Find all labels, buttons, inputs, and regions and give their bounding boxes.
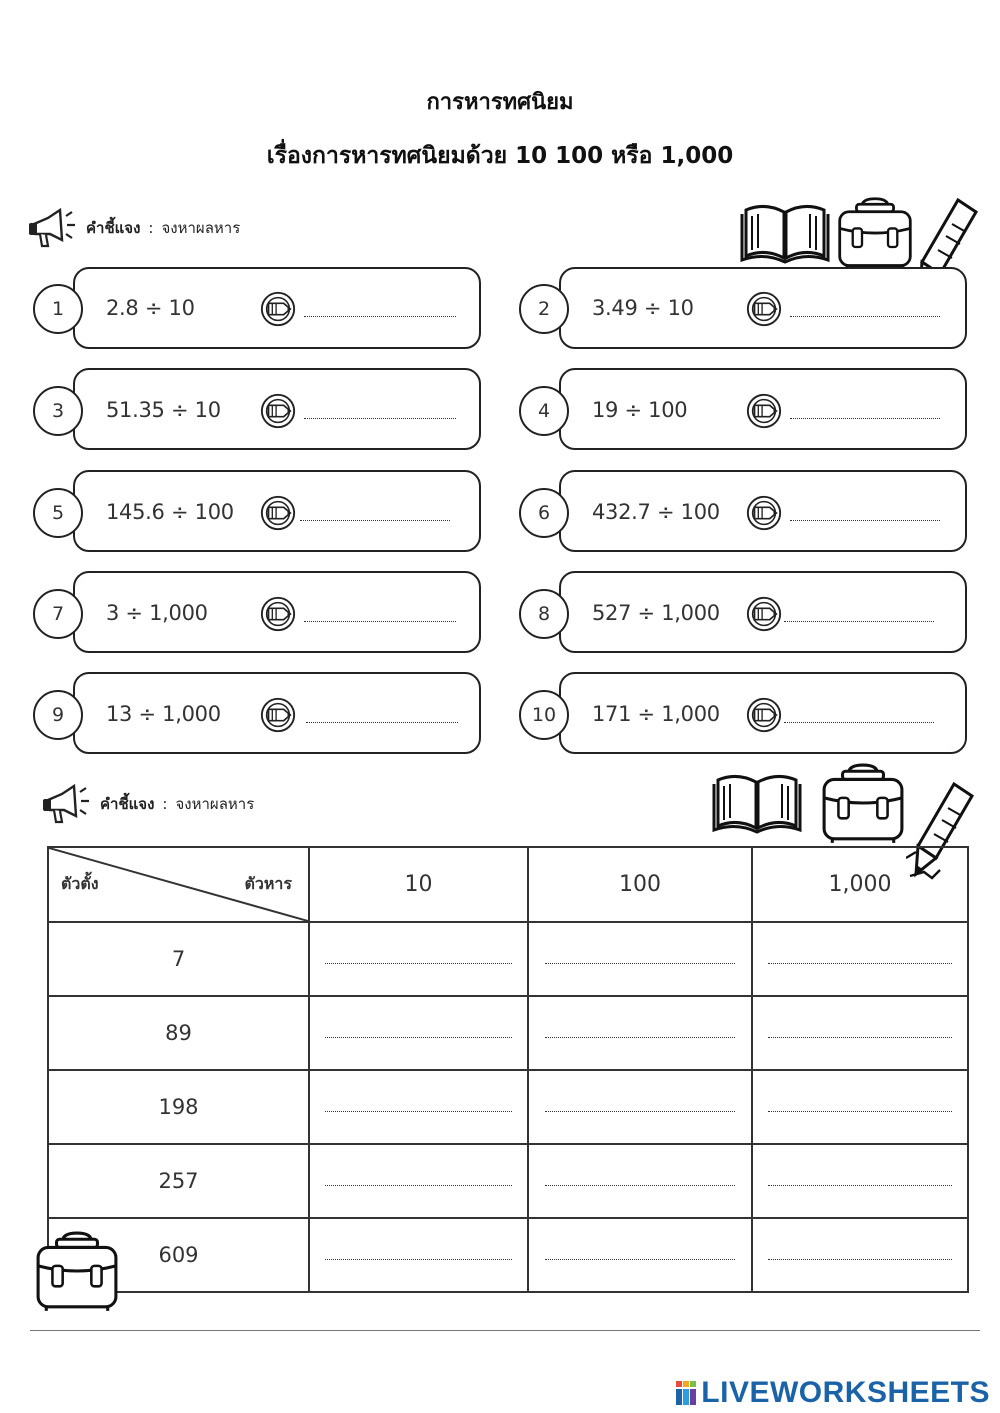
answer-line-10[interactable]: [784, 722, 934, 723]
table-dividend-cell: 7: [48, 922, 309, 996]
question-expression-5: 145.6 ÷ 100: [106, 500, 234, 524]
instructions-1: [26, 206, 240, 250]
table-answer-cell[interactable]: [309, 996, 528, 1070]
table-answer-cell[interactable]: [309, 1218, 528, 1292]
megaphone-icon: [26, 206, 78, 250]
table-dividend-cell: 609: [48, 1218, 309, 1292]
table-row: [48, 1070, 968, 1144]
table-header-divisor: 1,000: [752, 847, 968, 922]
liveworksheets-logo-icon: [675, 1380, 697, 1406]
pencil-badge-icon: [259, 494, 297, 532]
table-answer-cell[interactable]: [309, 1144, 528, 1218]
answer-line-7[interactable]: [304, 621, 456, 622]
table-answer-cell[interactable]: [309, 922, 528, 996]
question-number-3: 3: [33, 386, 83, 436]
question-number-1: 1: [33, 284, 83, 334]
school-bag-icon: [820, 762, 906, 846]
question-number-2: 2: [519, 284, 569, 334]
pencil-badge-icon: [259, 595, 297, 633]
footer-divider: [30, 1330, 980, 1331]
table-answer-cell[interactable]: [752, 996, 968, 1070]
table-header-divisor: 100: [528, 847, 752, 922]
question-number-10: 10: [519, 690, 569, 740]
table-row: [48, 1218, 968, 1292]
table-corner-cell: [48, 847, 309, 922]
table-answer-cell[interactable]: [752, 1070, 968, 1144]
corner-dividend-label: ตัวตั้ง: [61, 874, 99, 893]
answer-line-1[interactable]: [304, 316, 456, 317]
answer-line-5[interactable]: [300, 520, 450, 521]
question-expression-2: 3.49 ÷ 10: [592, 296, 694, 320]
question-expression-10: 171 ÷ 1,000: [592, 702, 720, 726]
pencil-badge-icon: [745, 696, 783, 734]
answer-line-6[interactable]: [790, 520, 940, 521]
table-answer-cell[interactable]: [752, 1144, 968, 1218]
pencil-badge-icon: [259, 696, 297, 734]
question-number-6: 6: [519, 488, 569, 538]
table-header-row: [48, 847, 968, 922]
school-bag-icon: [34, 1230, 120, 1314]
corner-divisor-label: ตัวหาร: [244, 874, 292, 893]
page-title: การหารทศนิยม: [426, 90, 574, 115]
table-answer-cell[interactable]: [752, 1218, 968, 1292]
table-answer-cell[interactable]: [528, 1070, 752, 1144]
instructions-text: จงหาผลหาร: [175, 795, 255, 813]
table-dividend-cell: 257: [48, 1144, 309, 1218]
table-header-divisor: 10: [309, 847, 528, 922]
answer-line-9[interactable]: [306, 722, 458, 723]
answer-line-8[interactable]: [784, 621, 934, 622]
table-answer-cell[interactable]: [752, 922, 968, 996]
question-expression-4: 19 ÷ 100: [592, 398, 688, 422]
table-answer-cell[interactable]: [528, 996, 752, 1070]
question-expression-8: 527 ÷ 1,000: [592, 601, 720, 625]
table-answer-cell[interactable]: [528, 1218, 752, 1292]
pencil-badge-icon: [745, 392, 783, 430]
question-number-7: 7: [33, 589, 83, 639]
question-expression-9: 13 ÷ 1,000: [106, 702, 221, 726]
question-number-8: 8: [519, 589, 569, 639]
answer-line-3[interactable]: [304, 418, 456, 419]
table-answer-cell[interactable]: [528, 1144, 752, 1218]
brand-text: LIVEWORKSHEETS: [701, 1376, 990, 1409]
pencil-badge-icon: [745, 494, 783, 532]
instructions-label: คำชี้แจง: [100, 795, 155, 813]
table-dividend-cell: 198: [48, 1070, 309, 1144]
instructions-text: จงหาผลหาร: [161, 219, 241, 237]
table-answer-cell[interactable]: [528, 922, 752, 996]
question-expression-7: 3 ÷ 1,000: [106, 601, 208, 625]
instructions-label: คำชี้แจง: [86, 219, 141, 237]
question-expression-6: 432.7 ÷ 100: [592, 500, 720, 524]
megaphone-icon: [40, 782, 92, 826]
brand-logo[interactable]: [675, 1376, 990, 1410]
book-icon: [740, 200, 830, 264]
table-row: [48, 996, 968, 1070]
question-number-9: 9: [33, 690, 83, 740]
question-expression-3: 51.35 ÷ 10: [106, 398, 221, 422]
table-row: [48, 922, 968, 996]
table-dividend-cell: 89: [48, 996, 309, 1070]
question-number-4: 4: [519, 386, 569, 436]
page-subtitle: เรื่องการหารทศนิยมด้วย 10 100 หรือ 1,000: [266, 143, 734, 169]
instructions-separator: :: [148, 219, 154, 237]
question-number-5: 5: [33, 488, 83, 538]
pencil-badge-icon: [745, 290, 783, 328]
table-row: [48, 1144, 968, 1218]
question-expression-1: 2.8 ÷ 10: [106, 296, 195, 320]
pencil-badge-icon: [745, 595, 783, 633]
book-icon: [712, 770, 802, 834]
instructions-separator: :: [162, 795, 168, 813]
division-table: [47, 846, 969, 1293]
instructions-2: [40, 782, 254, 826]
answer-line-2[interactable]: [790, 316, 940, 317]
school-bag-icon: [836, 196, 914, 272]
pencil-badge-icon: [259, 392, 297, 430]
table-answer-cell[interactable]: [309, 1070, 528, 1144]
pencil-badge-icon: [259, 290, 297, 328]
answer-line-4[interactable]: [790, 418, 940, 419]
